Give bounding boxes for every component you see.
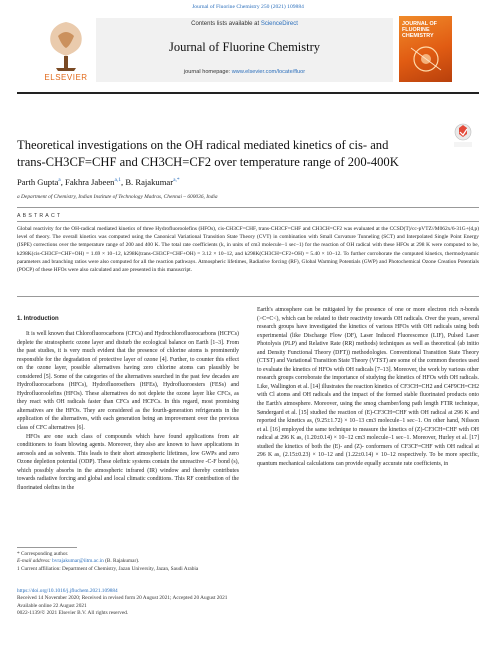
intro-paragraph: It is well known that Chlorofluorocarbons (CFCs) and Hydrochlorofluorocarbons (HCFCs) deplete the stratospheric ozone layer and disturb the ecological balance on Earth [1–3]. From the past studies, it is very much evident that the presence of chlorine atoms is prominently responsible for the degradation of protective layer of ozone [4]. Further, to counter this effect on the ozone layer, possible alternatives having zero chlorine atoms can plausibly be considered [5]. Some of the categories of the alternatives searched in the past few decades are Hydrofluorocarbons (HFCs), Hydrofluoroethers (HFEs), Hydrofluoroesters (FESs) and Hydrofluoroolefins (HFOs). These alternatives do not deplete the ozone layer like CFCs, as they react with OH radicals faster than CFCs and HCFCs. In this regard, most promising alternatives are the HFOs. They are considered as the fourth-generation refrigerants in the application of the alternatives, with each generation being an improvement over the previous class of CFC alternatives [6].: [17, 331, 239, 432]
current-affiliation-note: 1 Current affiliation: Department of Chemistry, Jazan University, Jazan, Saudi Arabia: [17, 565, 199, 572]
online-date: Available online 22 August 2021: [17, 602, 87, 609]
email-suffix: (B. Rajakumar).: [105, 558, 140, 565]
article-title: [17, 137, 427, 170]
cover-title: JOURNAL OF FLUORINE CHEMISTRY: [402, 21, 437, 39]
author-name[interactable]: Fakhra Jabeen: [65, 177, 115, 187]
homepage-line: [96, 69, 393, 75]
abstract-label: ABSTRACT: [17, 213, 63, 219]
journal-masthead: [42, 16, 452, 86]
copyright: 0022-1139/© 2021 Elsevier B.V. All rights reserved.: [17, 610, 129, 617]
section-heading: 1. Introduction: [17, 316, 59, 322]
email-note: [17, 558, 198, 565]
contents-line: [96, 21, 393, 27]
journal-title: Journal of Fluorine Chemistry: [168, 40, 321, 54]
author-list: Parth Gupta$^a$, Fakhra Jabeen$^{a,1}$, B. Rajakumar$^{a,*}$: [17, 177, 180, 187]
journal-cover-thumbnail: [399, 16, 452, 82]
footnotes: [17, 551, 198, 573]
article-history: Received 14 November 2020; Received in revised form 20 August 2021; Accepted 20 August 2021: [17, 595, 228, 602]
contents-prefix: Contents lists available at: [191, 21, 260, 27]
abstract-label-rule: [17, 221, 479, 222]
author-affil-mark: a,*: [173, 177, 180, 184]
running-head: Journal of Fluorine Chemistry 250 (2021) 109884: [192, 4, 304, 10]
corresponding-author-note: * Corresponding author.: [17, 551, 69, 557]
title-line-1: Theoretical investigations on the OH radical mediated kinetics of cis- and: [17, 138, 389, 152]
author-name[interactable]: Parth Gupta: [17, 177, 59, 187]
journal-banner: [96, 18, 393, 82]
article-info-footer: [17, 588, 227, 618]
elsevier-tree-logo-icon: [42, 16, 90, 74]
sciencedirect-link[interactable]: ScienceDirect: [260, 21, 298, 27]
publisher-wordmark: ELSEVIER: [44, 73, 88, 82]
abstract-text: Global reactivity for the OH-radical mediated kinetics of three Hydrofluoroolefins (HFOs), cis-CH3CF=CHF, trans-CH3CF=CHF and CH3CH=CF2 was evaluated at the CCSD(T)/cc-pVTZ//M062x/6-31G+(d,p) level of theory. The overall kinetics was computed using the Canonical Variational Transition State Theory (CVT) in combination with Small Curvature Tunneling (SCT) and Interpolated Single Point Energy (ISPE) corrections over the temperature range of 200 and 400 K. The total rate coefficients (k, in units of cm3 molecule−1 sec−1) for the reaction of OH radical with these HFOs at 298 K were computed to be, k298K(cis-CH3CF=CHF+OH) = 1.69 × 10−12, k298K(trans-CH3CF=CHF+OH) = 3.12 × 10−12, and k298K(CH3CH=CF2+OH) = 5.40 × 10−12. To further corroborate the computed kinetics, thermodynamic parameters and branching ratios were also computed for all the reaction pathways. Atmospheric lifetimes, Radiative forcing (RF), Global Warming Potentials (GWP) and Photochemical Ozone Creation Potentials (POCP) of these HFOs were also calculated and are presented in this manuscript.: [17, 226, 479, 274]
footnote-rule: [17, 547, 77, 548]
body-column-left: [17, 330, 239, 492]
author-affil-mark: a: [58, 177, 61, 184]
title-line-2: trans-CH3CF=CHF and CH3CH=CF2 over temperature range of 200-400K: [17, 154, 399, 169]
masthead-divider: [17, 92, 479, 94]
abstract-bottom-rule: [17, 296, 479, 297]
check-for-updates-icon[interactable]: [452, 122, 474, 148]
intro-paragraph: HFOs are one such class of compounds which have found applications from air conditioners to foam blowing agents. Moreover, they also are known to have applications in aerosols and as solvents. This leads to their short atmospheric lifetimes, low GWPs and zero Ozone depletion potential (ODP). These olefinic systems contain the unreactive -C-F bond (s), which possibly absorbs in the atmospheric infrared (IR) window and thereby contributes towards radiative forcing and global and local climatic conditions. This RF contribution of the fluorinated olefins in the: [17, 433, 239, 491]
author-affil-mark: a,1: [114, 177, 122, 184]
doi-link[interactable]: https://doi.org/10.1016/j.jfluchem.2021.109884: [17, 588, 118, 594]
body-column-right: [257, 306, 479, 468]
email-link[interactable]: bvrajakumar@iitm.ac.in: [52, 558, 104, 565]
abstract-top-rule: [17, 207, 479, 208]
homepage-prefix: journal homepage:: [183, 69, 231, 75]
intro-paragraph: Earth's atmosphere can be mitigated by the presence of one or more electron rich π-bonds (>C=C<), which can be related to their reactivity towards OH radicals. Over the years, several research groups have investigated the kinetics of various HFOs with OH radicals using both experimental (like Discharge Flow (DF), Laser Induced Fluorescence (LIF), Pulsed Laser Photolysis (PLP) and Relative Rate (RR) methods) techniques as well as theoretical (ab initio and Density Functional Theory (DFT)) methodologies. Conventional Transition State Theory (CTST) and Variational Transition State Theory (VTST) are some of the common theories used to evaluate the kinetics of HFOs with OH radicals [7–13]. Moreover, the work by various other research groups corroborate the importance of studying the kinetics of HFOs with OH radicals. Like, Wallington et al. [14] illustrates the reaction kinetics of CF3CH=CH2 and C4F9CH=CH2 with Cl atoms and OH radicals and the impact of the formed stable fluorinated products onto the Earth's atmosphere. Moreover, using the smog chamber/long path length FTIR technique, Søndergard et al. [15] studied the reaction of (E)-CF3CH=CHF with OH radical at 296 K and reported the kinetics as, (9.25±1.72) × 10−13 cm3 molecule−1 sec−1. On other hand, Nilsson et al. [16] employed the same technique to measure the kinetics of (Z)-CF3CH=CHF with OH radical at 296 K as, (1.20±0.14) × 10−12 cm3 molecule−1 sec−1. Moreover, Hurley et al. [17] studied the kinetics of both the (E)- and (Z)- conformers of CF3CF=CHF with OH radical at 296 K as, (2.15±0.23) × 10−12 and (1.22±0.14) × 10−12 respectively. To be more specific, quantum mechanical calculations can provide equally accurate rate coefficients, in: [257, 307, 479, 467]
author-name[interactable]: B. Rajakumar: [125, 177, 174, 187]
email-prefix: E-mail address:: [17, 558, 51, 565]
homepage-link[interactable]: www.elsevier.com/locate/fluor: [231, 69, 306, 75]
cover-molecule-icon: [407, 42, 445, 76]
affiliation: a Department of Chemistry, Indian Institute of Technology Madras, Chennai – 600036, India: [17, 194, 218, 200]
